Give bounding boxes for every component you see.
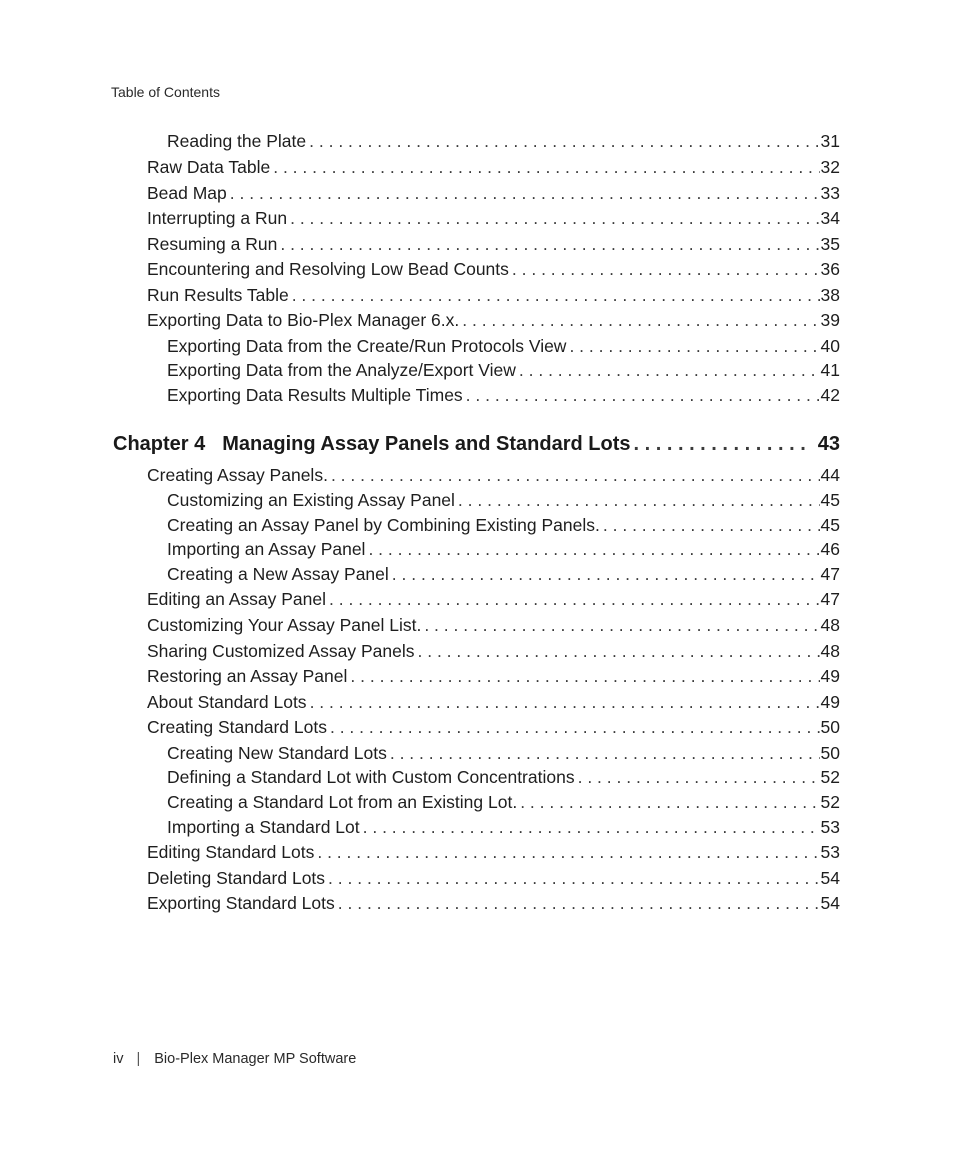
dot-leader (317, 841, 819, 863)
footer-separator: | (136, 1051, 141, 1067)
toc-entry-page: 54 (820, 868, 840, 888)
toc-entry-page: 46 (820, 539, 840, 559)
chapter-title: Managing Assay Panels and Standard Lots (222, 433, 631, 455)
toc-entry[interactable] (147, 892, 840, 914)
toc-entry[interactable] (167, 514, 840, 536)
toc-entry-title: Encountering and Resolving Low Bead Counts (147, 259, 509, 279)
toc-entry-title: Interrupting a Run (147, 208, 288, 228)
dot-leader (363, 816, 820, 838)
toc-entry-title: Creating a Standard Lot from an Existing Lot. (167, 792, 518, 812)
toc-entry-title: Reading the Plate (167, 131, 307, 151)
toc-entry[interactable] (147, 640, 840, 662)
dot-leader (512, 258, 820, 280)
toc-entry-page: 53 (820, 842, 840, 862)
toc-entry[interactable] (167, 359, 840, 381)
dot-leader (292, 284, 820, 306)
dot-leader (424, 614, 819, 636)
toc-entry[interactable] (147, 156, 840, 178)
toc-entry-title: Resuming a Run (147, 234, 278, 254)
toc-entry[interactable] (147, 716, 840, 738)
toc-entry[interactable] (147, 207, 840, 229)
running-header: Table of Contents (111, 84, 220, 100)
chapter-label: Chapter 4 (113, 433, 206, 455)
toc-entry-page: 53 (820, 817, 840, 837)
toc-entry-page: 42 (820, 385, 840, 405)
toc-entry-page: 31 (820, 131, 840, 151)
dot-leader (466, 384, 820, 406)
toc-entry-title: Exporting Data from the Analyze/Export View (167, 360, 516, 380)
toc-entry-title: Customizing an Existing Assay Panel (167, 490, 455, 510)
toc-entry-page: 49 (820, 692, 840, 712)
dot-leader (273, 156, 819, 178)
toc-entry-page: 52 (820, 767, 840, 787)
toc-entry-title: Creating Standard Lots (147, 717, 327, 737)
dot-leader (462, 309, 819, 331)
dot-leader (230, 182, 820, 204)
dot-leader (458, 489, 820, 511)
toc-entry[interactable] (167, 538, 840, 560)
toc-entry[interactable] (147, 182, 840, 204)
toc-entry[interactable] (167, 563, 840, 585)
toc-entry-page: 48 (820, 615, 840, 635)
toc-entry-page: 54 (820, 893, 840, 913)
toc-entry-title: Editing an Assay Panel (147, 589, 327, 609)
toc-entry-title: Importing a Standard Lot (167, 817, 360, 837)
footer-page-number: iv (113, 1051, 124, 1067)
toc-entry-title: Run Results Table (147, 285, 289, 305)
toc-entry-page: 36 (820, 259, 840, 279)
toc-entry[interactable] (167, 130, 840, 152)
toc-entry[interactable] (167, 766, 840, 788)
chapter-page: 43 (817, 433, 840, 455)
toc-entry-title: Exporting Standard Lots (147, 893, 335, 913)
dot-leader (328, 867, 819, 889)
toc-entry-title: Bead Map (147, 183, 227, 203)
toc-entry-page: 44 (820, 465, 840, 485)
toc-entry-page: 45 (820, 490, 840, 510)
chapter-heading[interactable] (113, 431, 840, 457)
toc-entry-title: Creating an Assay Panel by Combining Existing Panels. (167, 515, 600, 535)
toc-entry-page: 47 (820, 564, 840, 584)
toc-entry-title: Deleting Standard Lots (147, 868, 326, 888)
toc-entry[interactable] (147, 614, 840, 636)
toc-entry-page: 50 (820, 717, 840, 737)
toc-entry-page: 38 (820, 285, 840, 305)
dot-leader (519, 359, 820, 381)
toc-entry-page: 35 (820, 234, 840, 254)
toc-entry-title: Creating New Standard Lots (167, 743, 387, 763)
dot-leader (309, 130, 819, 152)
toc-entry-title: Creating Assay Panels. (147, 465, 328, 485)
toc-entry-page: 49 (820, 666, 840, 686)
toc-entry[interactable] (147, 691, 840, 713)
toc-entry[interactable] (147, 464, 840, 486)
toc-entry[interactable] (167, 335, 840, 357)
page-footer (113, 1051, 356, 1067)
toc-entry-title: Creating a New Assay Panel (167, 564, 389, 584)
toc-entry-page: 47 (820, 589, 840, 609)
toc-entry-title: Customizing Your Assay Panel List. (147, 615, 422, 635)
toc-entry[interactable] (167, 489, 840, 511)
dot-leader (368, 538, 819, 560)
dot-leader (330, 716, 820, 738)
toc-entry-page: 52 (820, 792, 840, 812)
toc-entry-title: Restoring an Assay Panel (147, 666, 348, 686)
dot-leader (634, 431, 812, 457)
toc-entry-title: Importing an Assay Panel (167, 539, 366, 559)
dot-leader (392, 563, 820, 585)
dot-leader (338, 892, 820, 914)
toc-entry[interactable] (147, 867, 840, 889)
dot-leader (520, 791, 819, 813)
dot-leader (290, 207, 819, 229)
toc-entry[interactable] (147, 309, 840, 331)
toc-entry[interactable] (147, 665, 840, 687)
toc-entry-title: Defining a Standard Lot with Custom Concentrations (167, 767, 575, 787)
toc-entry-page: 41 (820, 360, 840, 380)
toc-entry-title: Exporting Data Results Multiple Times (167, 385, 463, 405)
dot-leader (418, 640, 820, 662)
toc-entry-page: 32 (820, 157, 840, 177)
toc-entry[interactable] (167, 791, 840, 813)
toc-entry[interactable] (167, 384, 840, 406)
dot-leader (310, 691, 820, 713)
toc-entry-page: 50 (820, 743, 840, 763)
toc-entry-title: About Standard Lots (147, 692, 307, 712)
toc-entry-page: 33 (820, 183, 840, 203)
toc-entry[interactable] (147, 284, 840, 306)
dot-leader (390, 742, 820, 764)
toc-entry-title: Exporting Data to Bio-Plex Manager 6.x. (147, 310, 460, 330)
dot-leader (280, 233, 819, 255)
toc-entry-page: 40 (820, 336, 840, 356)
footer-product-name: Bio-Plex Manager MP Software (154, 1051, 357, 1067)
dot-leader (569, 335, 819, 357)
dot-leader (578, 766, 820, 788)
toc-entry-title: Raw Data Table (147, 157, 271, 177)
toc-entry-page: 45 (820, 515, 840, 535)
toc-entry-page: 39 (820, 310, 840, 330)
dot-leader (350, 665, 819, 687)
toc-entry-title: Sharing Customized Assay Panels (147, 641, 415, 661)
toc-entry[interactable] (147, 258, 840, 280)
toc-entry-page: 48 (820, 641, 840, 661)
toc-entry[interactable] (147, 233, 840, 255)
toc-entry[interactable] (147, 588, 840, 610)
dot-leader (329, 588, 820, 610)
dot-leader (331, 464, 820, 486)
toc-entry[interactable] (167, 742, 840, 764)
toc-entry[interactable] (167, 816, 840, 838)
toc-entry-title: Editing Standard Lots (147, 842, 315, 862)
dot-leader (603, 514, 820, 536)
toc-entry-title: Exporting Data from the Create/Run Protocols View (167, 336, 567, 356)
toc-entry[interactable] (147, 841, 840, 863)
toc-entry-page: 34 (820, 208, 840, 228)
